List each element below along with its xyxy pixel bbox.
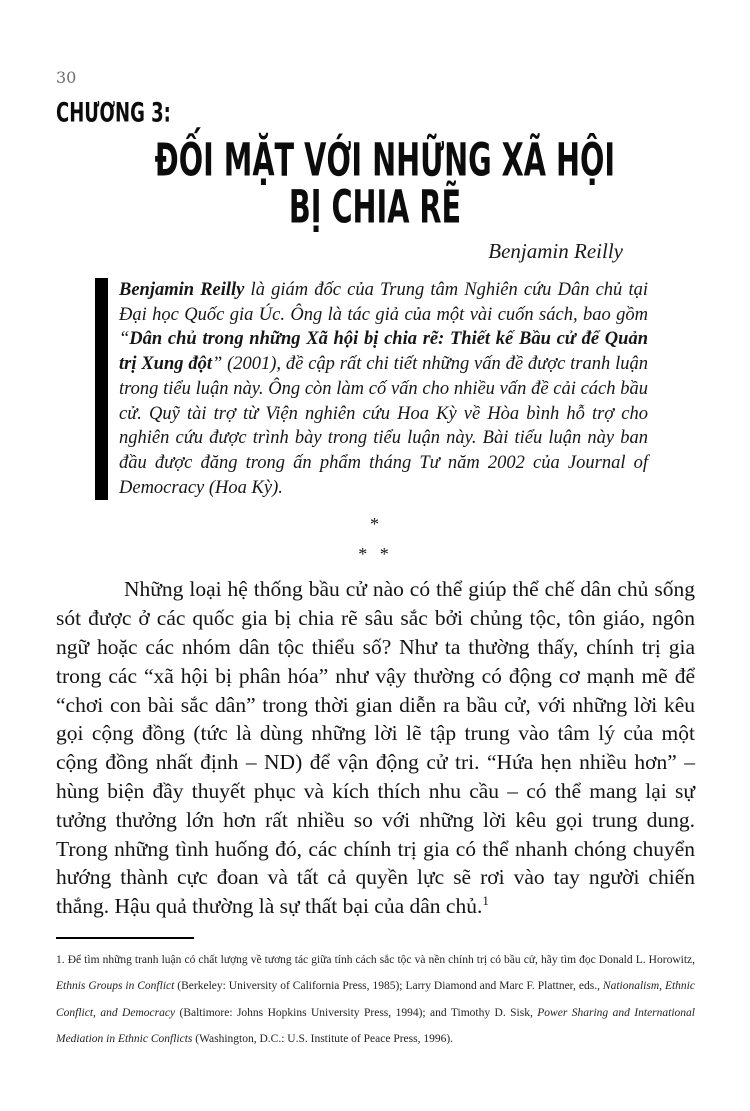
footnote-run-2: (Berkeley: University of California Press, 1985); Larry Diamond and Marc F. Plattner, eds., xyxy=(174,980,603,993)
separator-star-top: * xyxy=(370,514,381,535)
bio-run-booktitle: Dân chủ trong những Xã hội bị chia rẽ: Thiết kế Bầu cử để Quản trị Xung đột xyxy=(119,329,648,375)
bio-vertical-bar xyxy=(95,278,108,500)
body-paragraph xyxy=(56,575,695,921)
page-title-line2: BỊ CHIA RẼ xyxy=(289,180,462,234)
bio-run-1: là giám đốc của Trung tâm Nghiên cứu Dân chủ tại Đại học Quốc gia Úc. Ông là tác giả của một vài cuốn sách, bao gồm “ xyxy=(119,280,648,350)
page-number: 30 xyxy=(56,68,77,87)
footnote-text xyxy=(56,947,695,1053)
footnote-reference: 1 xyxy=(482,892,489,908)
footnote-run-title2: Nationalism, Ethnic Conflict, and Democracy xyxy=(56,980,695,1019)
footnote-run-title3: Power Sharing and International Mediation in Ethnic Conflicts xyxy=(56,1006,695,1046)
page-title-line1: ĐỐI MẶT VỚI NHỮNG XÃ HỘI xyxy=(154,133,616,187)
author-bio-text xyxy=(119,278,648,500)
bio-run-author: Benjamin Reilly xyxy=(119,280,245,300)
footnote-run-0: 1. Để tìm những tranh luận có chất lượng về tương tác giữa tính cách sắc tộc và nền chính trị có bầu cử, hãy tìm đọc Donald L. Horowitz, xyxy=(56,953,695,966)
footnote-run-title1: Ethnis Groups in Conflict xyxy=(56,980,175,993)
footnote-divider xyxy=(56,937,194,939)
author-name: Benjamin Reilly xyxy=(488,239,623,263)
page-title xyxy=(56,133,695,234)
chapter-label-text: CHƯƠNG 3: xyxy=(56,96,171,129)
bio-run-3: ” (2001), đề cập rất chi tiết những vấn đề được tranh luận trong tiểu luận này. Ông còn làm cố vấn cho nhiều vấn đề cải cách bầu cử. Quỹ tài trợ từ Viện nghiên cứu Hoa Kỳ về Hòa bình hỗ trợ cho nghiên cứu được trình bày trong tiểu luận này. Bài tiểu luận này ban đầu được đăng trong ấn phẩm tháng Tư năm 2002 của Journal of Democracy (Hoa Kỳ). xyxy=(119,354,648,498)
footnote-run-6: (Washington, D.C.: U.S. Institute of Peace Press, 1996). xyxy=(192,1033,454,1046)
section-separator xyxy=(56,514,695,564)
body-text: Những loại hệ thống bầu cử nào có thể giúp thể chế dân chủ sống sót được ở các quốc gia bị chia rẽ sâu sắc bởi chủng tộc, tôn giáo, ngôn ngữ hoặc các nhóm dân tộc thiểu số? Như ta thường thấy, chính trị gia trong các “xã hội bị phân hóa” như vậy thường có động cơ mạnh mẽ để “chơi con bài sắc dân” trong thời gian diễn ra bầu cử, với những lời kêu gọi cộng đồng (tức là dùng những lời lẽ tập trung vào tâm lý của một cộng đồng nhất định – ND) để vận động cử tri. “Hứa hẹn nhiều hơn” – hùng biện đầy thuyết phục và kích thích nhu cầu – có thể mang lại sự tưởng thưởng lớn hơn rất nhiều so với những lời kêu gọi trung dung. Trong những tình huống đó, các chính trị gia có thể nhanh chóng chuyển hướng thành cực đoan và tất cả quyền lực sẽ rơi vào tay người chiến thắng. Hậu quả thường là sự thất bại của dân chủ. xyxy=(56,577,695,919)
author-bio-block xyxy=(95,278,648,500)
chapter-label xyxy=(56,96,695,129)
separator-star-bottom: * * xyxy=(358,544,393,565)
footnote-run-4: (Baltimore: Johns Hopkins University Press, 1994); and Timothy D. Sisk, xyxy=(175,1006,538,1019)
